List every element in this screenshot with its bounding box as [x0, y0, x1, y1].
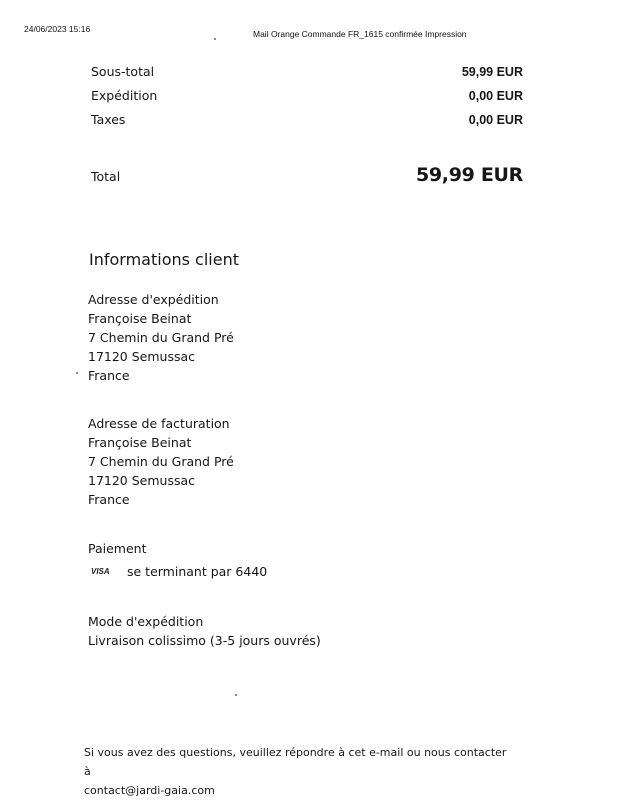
print-title: Mail Orange Commande FR_1615 confirmée Impression	[253, 29, 467, 39]
shipping-address-line: 17120 Semussac	[88, 349, 196, 364]
footer-email: contact@jardi-gaia.com	[84, 784, 215, 797]
print-date: 24/06/2023 15:16	[24, 24, 91, 34]
billing-address-line: 17120 Semussac	[88, 473, 196, 488]
scan-speck	[214, 38, 216, 40]
shipping-address-line: Françoise Beinat	[88, 311, 192, 326]
payment-line	[91, 564, 267, 579]
billing-address-line: France	[88, 492, 130, 507]
total-label: Total	[91, 169, 121, 184]
subtotal-row	[91, 64, 523, 79]
shipping-value: 0,00 EUR	[468, 89, 523, 103]
taxes-row	[91, 112, 523, 127]
shipping-method-value: Livraison colissimo (3-5 jours ouvrés)	[88, 633, 321, 648]
payment-title: Paiement	[88, 541, 147, 556]
shipping-method-title: Mode d'expédition	[88, 614, 204, 629]
shipping-address-title: Adresse d'expédition	[88, 292, 219, 307]
scan-speck	[235, 694, 237, 696]
scan-speck	[76, 372, 78, 374]
subtotal-label: Sous-total	[91, 64, 155, 79]
billing-address-title: Adresse de facturation	[88, 416, 230, 431]
customer-info-heading: Informations client	[89, 250, 239, 269]
total-row	[91, 164, 523, 186]
footer-text: Si vous avez des questions, veuillez répondre à cet e-mail ou nous contacter à	[84, 746, 507, 778]
shipping-method-block	[88, 612, 321, 650]
subtotal-value: 59,99 EUR	[461, 65, 523, 79]
shipping-address-line: 7 Chemin du Grand Pré	[88, 330, 234, 345]
shipping-row	[91, 88, 523, 103]
taxes-label: Taxes	[91, 112, 126, 127]
shipping-address-line: France	[88, 368, 130, 383]
billing-address-block	[88, 414, 234, 509]
shipping-label: Expédition	[91, 88, 158, 103]
footer	[84, 743, 514, 800]
billing-address-line: Françoise Beinat	[88, 435, 192, 450]
taxes-value: 0,00 EUR	[468, 113, 523, 127]
total-value: 59,99 EUR	[415, 164, 523, 186]
shipping-address-block	[88, 290, 234, 385]
card-ending-text: se terminant par 6440	[127, 564, 268, 579]
billing-address-line: 7 Chemin du Grand Pré	[88, 454, 234, 469]
visa-icon: VISA	[91, 567, 110, 576]
